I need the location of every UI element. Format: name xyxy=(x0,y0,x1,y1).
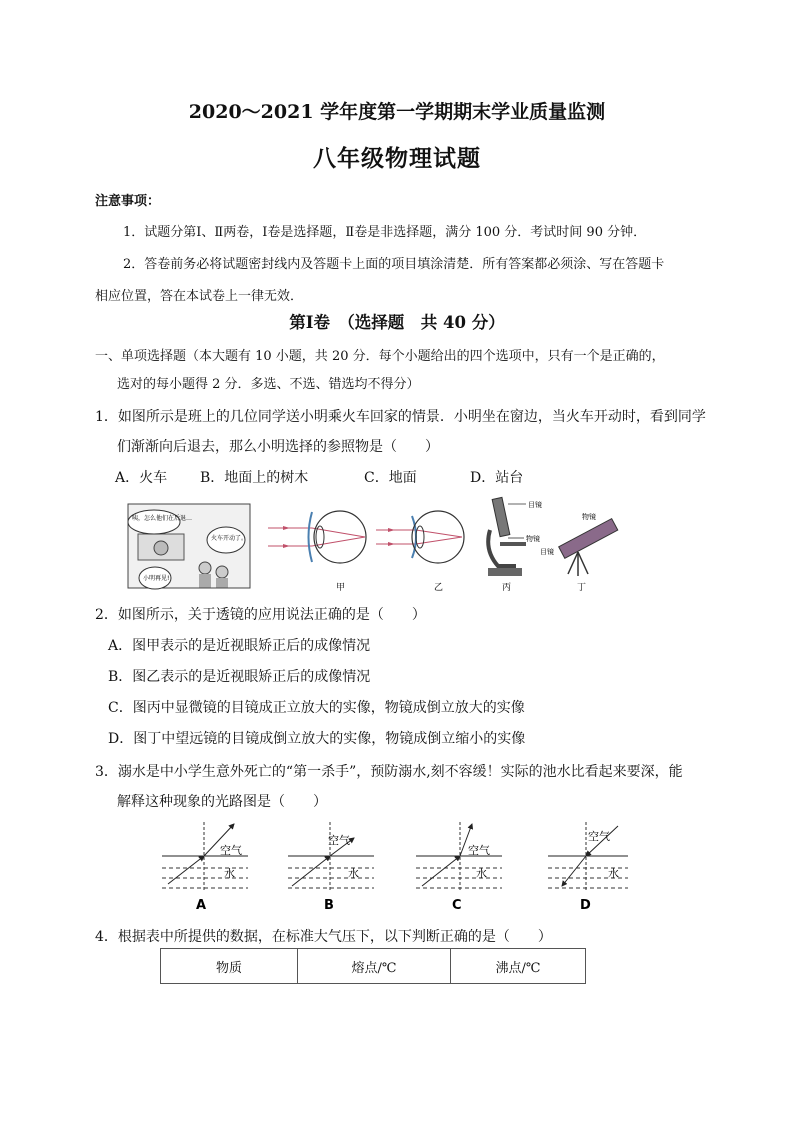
q1-option-b: B．地面上的树木 xyxy=(200,470,309,486)
table-header-boiling-point: 沸点/℃ xyxy=(451,949,586,984)
notes-item-2-line1: 2．答卷前务必将试题密封线内及答题卡上面的项目填涂清楚．所有答案都必须涂、写在答题卡 xyxy=(123,257,665,272)
diagram-d-label: D xyxy=(580,898,591,913)
table-header-row xyxy=(161,949,586,984)
q1-option-d: D．站台 xyxy=(470,470,524,486)
q2-option-c: C．图丙中显微镜的目镜成正立放大的实像，物镜成倒立放大的实像 xyxy=(108,700,525,716)
diagram-d-water: 水 xyxy=(608,867,619,880)
refraction-diagram-b xyxy=(288,822,374,913)
q4-data-table xyxy=(160,948,586,984)
bubble-1-text: 咦，怎么他们在后退… xyxy=(132,515,193,522)
q2-stem: 2．如图所示，关于透镜的应用说法正确的是（ ） xyxy=(95,607,426,623)
bubble-3-text: 小明再见! xyxy=(143,575,170,582)
diagram-b-label: B xyxy=(324,898,334,913)
diagram-a-label: A xyxy=(196,898,207,913)
telescope-eyepiece-label: 目镜 xyxy=(540,548,554,556)
section-title: 第Ⅰ卷 （选择题 共 40 分） xyxy=(289,313,505,332)
q1-option-a: A．火车 xyxy=(115,470,168,486)
section-instruction-line2: 选对的每小题得 2 分．多选、不选、错选均不得分） xyxy=(117,377,420,392)
figure-label-jia: 甲 xyxy=(336,583,346,593)
q3-stem-line2: 解释这种现象的光路图是（ ） xyxy=(117,794,327,810)
q1-stem-line1: 1．如图所示是班上的几位同学送小明乘火车回家的情景．小明坐在窗边，当火车开动时，看到同学 xyxy=(95,409,706,425)
q1-option-c: C．地面 xyxy=(364,470,417,486)
diagram-d-air: 空气 xyxy=(588,830,610,843)
refraction-diagram-d xyxy=(548,822,628,913)
table-header-substance: 物质 xyxy=(161,949,298,984)
bubble-2-text: 火车开动了。 xyxy=(211,535,248,542)
eye-diagram-jia xyxy=(268,511,366,593)
q3-stem-line1: 3．溺水是中小学生意外死亡的“第一杀手”，预防溺水,刻不容缓！实际的池水比看起来要深，能 xyxy=(95,764,683,780)
q2-option-a: A．图甲表示的是近视眼矫正后的成像情况 xyxy=(108,638,371,654)
diagram-c-water: 水 xyxy=(476,867,487,880)
section-instruction-line1: 一、单项选择题（本大题有 10 小题，共 20 分．每个小题给出的四个选项中，只有一个是正确的， xyxy=(95,349,665,364)
diagram-b-water: 水 xyxy=(348,867,359,880)
table-header-melting-point: 熔点/℃ xyxy=(298,949,451,984)
train-scene-illustration xyxy=(128,504,250,589)
refraction-diagrams xyxy=(150,820,640,915)
lens-figures xyxy=(0,490,794,600)
notes-heading: 注意事项： xyxy=(95,194,161,209)
q4-stem: 4．根据表中所提供的数据，在标准大气压下，以下判断正确的是（ ） xyxy=(95,929,552,945)
diagram-a-water: 水 xyxy=(224,867,235,880)
microscope-eyepiece-label: 目镜 xyxy=(528,501,542,509)
q2-option-d: D．图丁中望远镜的目镜成倒立放大的实像，物镜成倒立缩小的实像 xyxy=(108,731,526,747)
notes-item-2-line2: 相应位置，答在本试卷上一律无效． xyxy=(95,289,304,304)
telescope-objective-label: 物镜 xyxy=(582,513,596,521)
q2-option-b: B．图乙表示的是近视眼矫正后的成像情况 xyxy=(108,669,371,685)
diagram-b-air: 空气 xyxy=(328,834,350,847)
microscope-objective-label: 物镜 xyxy=(526,535,540,543)
exam-title: 2020～2021 学年度第一学期期末学业质量监测 xyxy=(188,101,606,123)
figure-label-yi: 乙 xyxy=(434,583,444,593)
refraction-diagram-c xyxy=(416,822,502,913)
refraction-diagram-a xyxy=(162,822,248,913)
figure-label-ding: 丁 xyxy=(577,583,587,593)
telescope-illustration xyxy=(540,512,618,593)
diagram-a-air: 空气 xyxy=(220,844,242,857)
exam-subtitle: 八年级物理试题 xyxy=(313,145,481,172)
q1-stem-line2: 们渐渐向后退去，那么小明选择的参照物是（ ） xyxy=(117,439,439,455)
eye-diagram-yi xyxy=(376,511,464,593)
notes-item-1: 1．试题分第Ⅰ、Ⅱ两卷，Ⅰ卷是选择题，Ⅱ卷是非选择题，满分 100 分．考试时间 90 分钟． xyxy=(123,225,647,240)
figure-label-bing: 丙 xyxy=(502,583,512,593)
diagram-c-air: 空气 xyxy=(468,844,490,857)
microscope-illustration xyxy=(488,497,542,593)
diagram-c-label: C xyxy=(452,898,462,913)
